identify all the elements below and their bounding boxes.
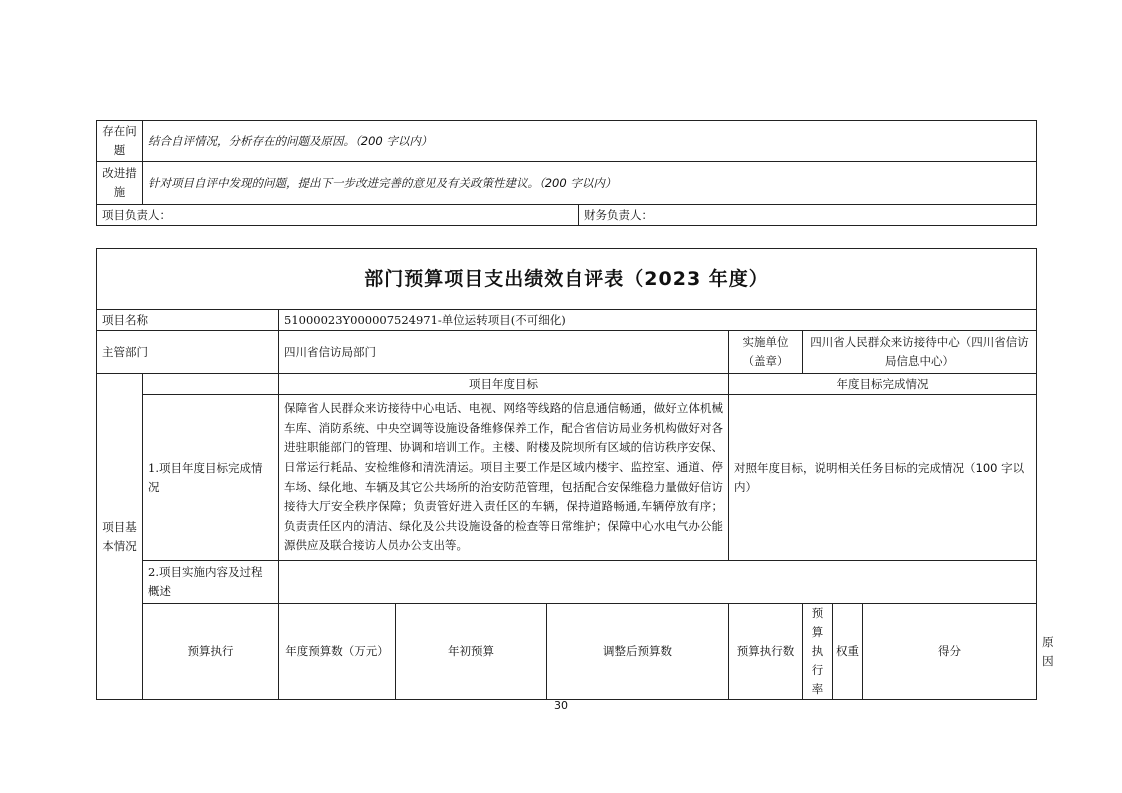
page-number: 30 [554, 699, 568, 712]
issues-text: 结合自评情况，分析存在的问题及原因。（200 字以内） [143, 121, 1037, 162]
item1-label: 1.项目年度目标完成情况 [143, 395, 279, 561]
implementer-label: 实施单位（盖章） [729, 331, 803, 374]
issues-row [97, 121, 1037, 162]
signature-row [97, 205, 1037, 226]
annual-budget-header: 年度预算数（万元） [279, 604, 396, 700]
item2-value [279, 561, 1037, 604]
item1-goal-text: 保障省人民群众来访接待中心电话、电视、网络等线路的信息通信畅通，做好立体机械车库、消防系统、中央空调等设施设备维修保养工作，配合省信访局业务机构做好对各进驻职能部门的管理、协调和培训工作。主楼、附楼及院坝所有区域的信访秩序安保、日常运行耗品、安检维修和清洗清运。项目主要工作是区域内楼宇、监控室、通道、停车场、绿化地、车辆及其它公共场所的治安防范管理，包括配合安保维稳力量做好信访接待大厅安全秩序保障；负责管好进入责任区的车辆，保持道路畅通,车辆停放有序；负责责任区内的清洁、绿化及公共设施设备的检查等日常维护；保障中心水电气办公能源供应及联合接访人员办公支出等。 [279, 395, 729, 561]
implementer-value: 四川省人民群众来访接待中心（四川省信访局信息中心） [803, 331, 1037, 374]
adjusted-budget-header: 调整后预算数 [547, 604, 729, 700]
item1-completion-text: 对照年度目标，说明相关任务目标的完成情况（100 字以内） [729, 395, 1037, 561]
issues-label: 存在问题 [97, 121, 143, 162]
goal-header-row [97, 374, 1037, 395]
top-assessment-table [96, 120, 1037, 226]
title-row [97, 249, 1037, 310]
weight-header: 权重 [833, 604, 863, 700]
project-name-row [97, 310, 1037, 331]
annual-goal-header: 项目年度目标 [279, 374, 729, 395]
improve-text: 针对项目自评中发现的问题，提出下一步改进完善的意见及有关政策性建议。（200 字以内） [143, 162, 1037, 205]
item-header-blank [143, 374, 279, 395]
supervisor-label: 主管部门 [97, 331, 279, 374]
project-name-label: 项目名称 [97, 310, 279, 331]
item2-label: 2.项目实施内容及过程概述 [143, 561, 279, 604]
project-name-value: 51000023Y000007524971-单位运转项目(不可细化) [279, 310, 1037, 331]
budget-exec-label: 预算执行 [143, 604, 279, 700]
project-lead-label: 项目负责人： [97, 205, 579, 226]
basic-info-label: 项目基本情况 [97, 374, 143, 700]
executed-budget-header: 预算执行数 [729, 604, 803, 700]
department-row [97, 331, 1037, 374]
improve-label: 改进措施 [97, 162, 143, 205]
supervisor-value: 四川省信访局部门 [279, 331, 729, 374]
budget-row: 预算执行 年度预算数（万元） 年初预算 调整后预算数 预算执行数 预算执行率 权重 得分 原因 [97, 604, 1037, 700]
performance-self-assessment-table [96, 248, 1054, 700]
exec-rate-header: 预算执行率 [803, 604, 833, 700]
improve-row [97, 162, 1037, 205]
page-title: 部门预算项目支出绩效自评表（2023 年度） [97, 249, 1037, 310]
finance-lead-label: 财务负责人： [579, 205, 1037, 226]
goal-completion-header: 年度目标完成情况 [729, 374, 1037, 395]
item2-row [97, 561, 1037, 604]
score-header: 得分 [863, 604, 1037, 700]
item1-row [97, 395, 1037, 561]
initial-budget-header: 年初预算 [396, 604, 547, 700]
